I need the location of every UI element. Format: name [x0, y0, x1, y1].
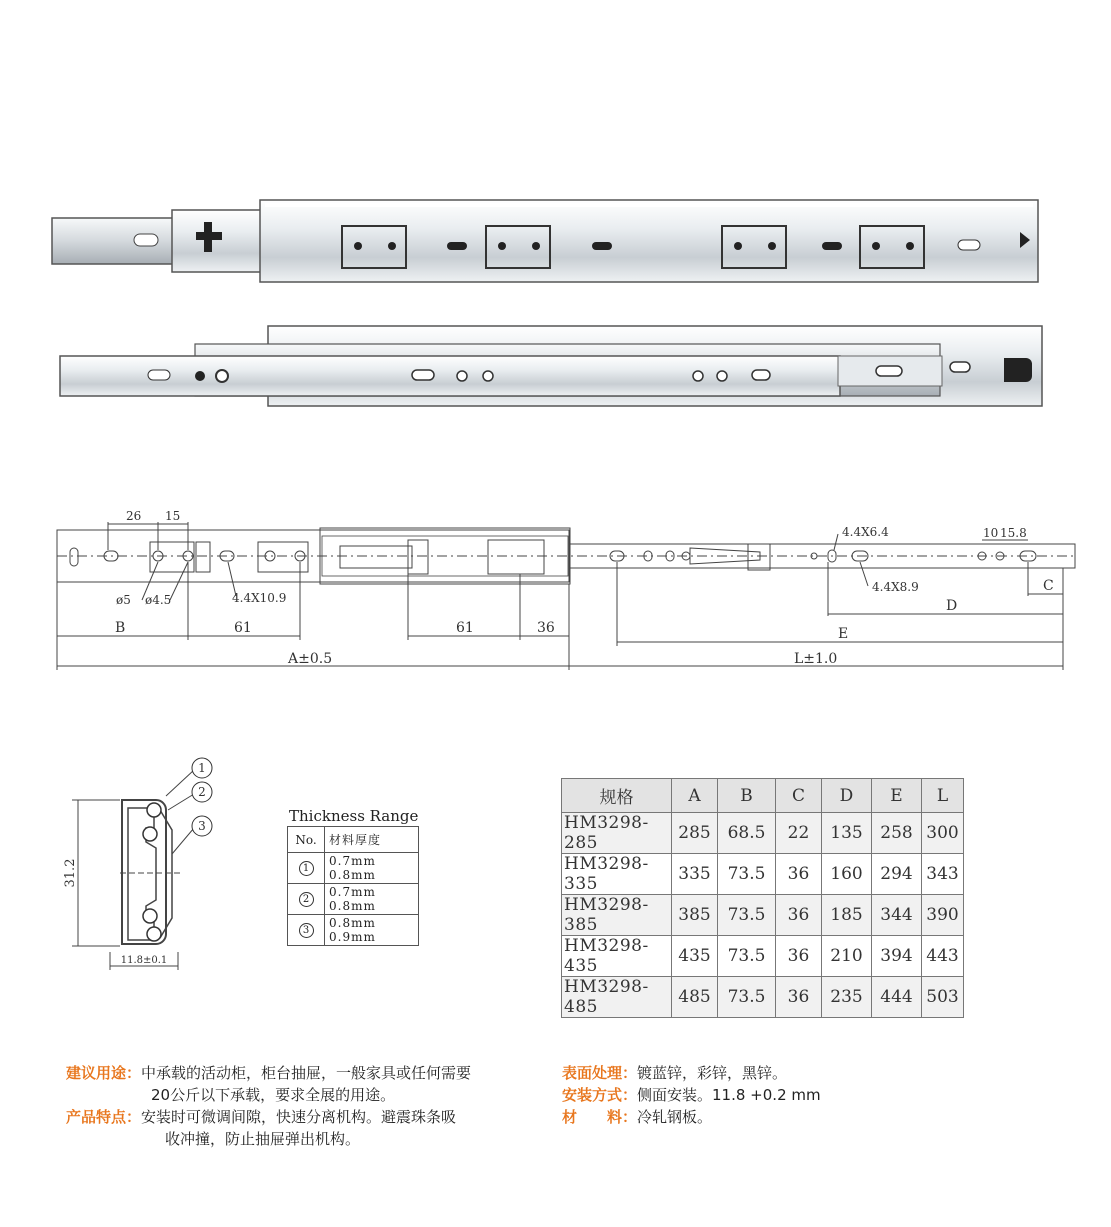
dim-hole-slot-1: 4.4X6.4 [842, 525, 889, 539]
thickness-col-no: No. [288, 827, 325, 853]
spec-cell: 36 [776, 936, 822, 977]
install-value: 侧面安装。11.8 +0.2 mm [637, 1086, 821, 1104]
spec-cell: 36 [776, 895, 822, 936]
spec-cell: 73.5 [718, 854, 776, 895]
spec-header: B [718, 779, 776, 813]
slide-illustration [0, 0, 1111, 460]
feature-line-1: 安装时可微调间隙，快速分离机构。避震珠条吸 [141, 1108, 457, 1126]
dim-C: C [1043, 578, 1054, 594]
spec-cell: 185 [822, 895, 872, 936]
dim-10: 10 [983, 526, 999, 540]
spec-cell: 22 [776, 813, 822, 854]
spec-header: A [672, 779, 718, 813]
spec-header: D [822, 779, 872, 813]
dim-36: 36 [537, 620, 555, 636]
thickness-value: 0.8mm 0.9mm [325, 915, 419, 946]
spec-cell: 294 [872, 854, 922, 895]
spec-cell: 160 [822, 854, 872, 895]
spec-cell: 135 [822, 813, 872, 854]
spec-cell: 36 [776, 854, 822, 895]
spec-cell: 444 [872, 977, 922, 1018]
dimension-drawing [0, 500, 1111, 680]
spec-model-cell: HM3298-435 [562, 936, 672, 977]
thickness-no: 3 [299, 923, 314, 938]
dim-B: B [115, 620, 126, 636]
spec-model-cell: HM3298-335 [562, 854, 672, 895]
spec-cell: 394 [872, 936, 922, 977]
dim-phi45: ø4.5 [145, 593, 172, 607]
spec-cell: 443 [922, 936, 964, 977]
thickness-row [288, 884, 419, 915]
spec-row [562, 813, 964, 854]
spec-header: E [872, 779, 922, 813]
feature-label: 产品特点： [66, 1108, 142, 1126]
slide-side-view [52, 200, 1038, 282]
thickness-col-thk: 材料厚度 [325, 827, 419, 853]
dim-61-left: 61 [234, 620, 252, 636]
spec-cell: 390 [922, 895, 964, 936]
spec-cell: 385 [672, 895, 718, 936]
spec-row [562, 895, 964, 936]
spec-row [562, 977, 964, 1018]
dim-26: 26 [126, 509, 142, 523]
usage-block [66, 1062, 471, 1150]
spec-row [562, 936, 964, 977]
feature-line-2: 收冲撞，防止抽屉弹出机构。 [165, 1130, 361, 1148]
spec-row [562, 854, 964, 895]
spec-cell: 68.5 [718, 813, 776, 854]
dim-L: L±1.0 [794, 651, 838, 667]
thickness-title: Thickness Range [289, 807, 419, 825]
spec-cell: 335 [672, 854, 718, 895]
dim-D: D [946, 598, 958, 614]
spec-cell: 435 [672, 936, 718, 977]
thickness-no: 1 [299, 861, 314, 876]
dim-hole-slot-2: 4.4X8.9 [872, 580, 919, 594]
usage-label: 建议用途： [66, 1064, 142, 1082]
spec-model-cell: HM3298-385 [562, 895, 672, 936]
dim-hole-slot-3: 4.4X10.9 [232, 591, 287, 605]
spec-cell: 285 [672, 813, 718, 854]
spec-info-block [562, 1062, 821, 1128]
thickness-range [287, 807, 419, 946]
thickness-row [288, 915, 419, 946]
dim-61-right: 61 [456, 620, 474, 636]
spec-cell: 73.5 [718, 936, 776, 977]
cross-section-drawing [60, 756, 230, 976]
thickness-no: 2 [299, 892, 314, 907]
spec-cell: 36 [776, 977, 822, 1018]
section-width: 11.8±0.1 [120, 955, 168, 966]
spec-cell: 73.5 [718, 895, 776, 936]
spec-cell: 343 [922, 854, 964, 895]
callout-1: 1 [198, 761, 206, 775]
spec-cell: 485 [672, 977, 718, 1018]
thickness-row [288, 853, 419, 884]
surface-value: 镀蓝锌，彩锌，黑锌。 [637, 1064, 788, 1082]
surface-label: 表面处理： [562, 1064, 638, 1082]
dim-phi5: ø5 [116, 593, 131, 607]
spec-cell: 235 [822, 977, 872, 1018]
spec-header: 规格 [562, 779, 672, 813]
material-label: 材 料： [562, 1108, 638, 1126]
thickness-value: 0.7mm 0.8mm [325, 853, 419, 884]
usage-line-2: 20公斤以下承载，要求全展的用途。 [151, 1086, 396, 1104]
slide-rear-view [60, 326, 1042, 406]
usage-line-1: 中承载的活动柜，柜台抽屉，一般家具或任何需要 [141, 1064, 472, 1082]
spec-model-cell: HM3298-285 [562, 813, 672, 854]
spec-header: L [922, 779, 964, 813]
dim-E: E [838, 626, 849, 642]
spec-cell: 210 [822, 936, 872, 977]
spec-cell: 300 [922, 813, 964, 854]
spec-table [561, 778, 964, 1018]
spec-cell: 258 [872, 813, 922, 854]
material-value: 冷轧钢板。 [637, 1108, 713, 1126]
spec-cell: 73.5 [718, 977, 776, 1018]
spec-header-row [562, 779, 964, 813]
spec-header: C [776, 779, 822, 813]
thickness-value: 0.7mm 0.8mm [325, 884, 419, 915]
dim-15-8: 15.8 [1000, 526, 1027, 540]
spec-model-cell: HM3298-485 [562, 977, 672, 1018]
spec-cell: 503 [922, 977, 964, 1018]
install-label: 安装方式： [562, 1086, 638, 1104]
spec-cell: 344 [872, 895, 922, 936]
callout-3: 3 [198, 819, 206, 833]
thickness-table [287, 826, 419, 946]
section-height: 31.2 [63, 858, 78, 888]
dim-15: 15 [165, 509, 181, 523]
dim-A: A±0.5 [288, 651, 333, 667]
callout-2: 2 [198, 785, 206, 799]
